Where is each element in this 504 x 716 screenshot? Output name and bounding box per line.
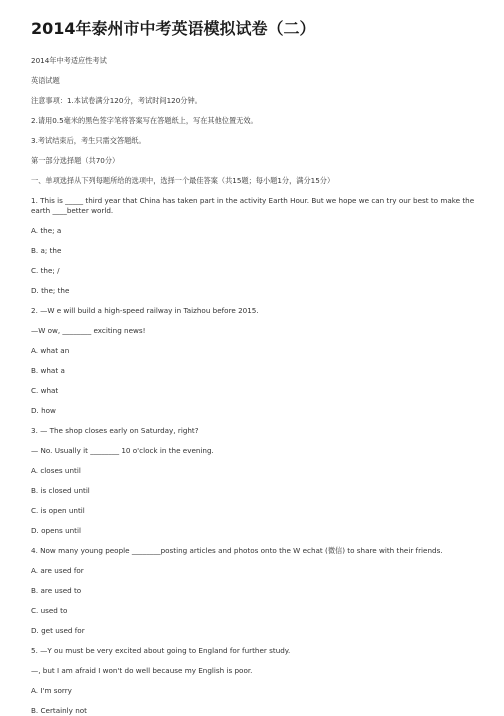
q2-option-d: D. how <box>31 406 56 415</box>
section-instructions: 一、单项选择从下列每题所给的选项中，选择一个最佳答案（共15题；每小题1分，满分15分） <box>31 176 335 185</box>
document-title: 2014年泰州市中考英语模拟试卷（二） <box>31 19 316 38</box>
q2-option-c: C. what <box>31 386 59 395</box>
part-one-heading: 第一部分选择题（共70分） <box>31 156 120 165</box>
q4-option-a: A. are used for <box>31 566 84 575</box>
q2-option-a: A. what an <box>31 346 70 355</box>
q4-option-c: C. used to <box>31 606 68 615</box>
question-2-reply: —W ow, ________ exciting news! <box>31 326 146 335</box>
q3-option-a: A. closes until <box>31 466 81 475</box>
q4-option-d: D. get used for <box>31 626 85 635</box>
question-1: 1. This is _____ third year that China has taken part in the activity Earth Hour. But we hope we can try our best to make the earth ____better world. <box>31 196 475 215</box>
subject-title: 英语试题 <box>31 76 60 85</box>
q5-option-a: A. I'm sorry <box>31 686 72 695</box>
notice-1: 注意事项：1.本试卷满分120分，考试时间120分钟。 <box>31 96 202 105</box>
question-3-reply: — No. Usually it ________ 10 o'clock in the evening. <box>31 446 214 455</box>
question-5: 5. —Y ou must be very excited about going to England for further study. <box>31 646 291 655</box>
q1-option-d: D. the; the <box>31 286 70 295</box>
q3-option-b: B. is closed until <box>31 486 90 495</box>
notice-2: 2.请用0.5毫米的黑色签字笔将答案写在答题纸上，写在其他位置无效。 <box>31 116 258 125</box>
q5-option-b: B. Certainly not <box>31 706 87 715</box>
question-5-reply: —, but I am afraid I won't do well because my English is poor. <box>31 666 253 675</box>
notice-3: 3.考试结束后，考生只需交答题纸。 <box>31 136 146 145</box>
q3-option-c: C. is open until <box>31 506 85 515</box>
q4-option-b: B. are used to <box>31 586 82 595</box>
q1-option-b: B. a; the <box>31 246 62 255</box>
question-3: 3. — The shop closes early on Saturday, right? <box>31 426 199 435</box>
question-4: 4. Now many young people ________posting articles and photos onto the W echat (微信) to share with their friends. <box>31 546 443 555</box>
q1-option-a: A. the; a <box>31 226 62 235</box>
q1-option-c: C. the; / <box>31 266 60 275</box>
question-2: 2. —W e will build a high-speed railway in Taizhou before 2015. <box>31 306 259 315</box>
exam-subtitle: 2014年中考适应性考试 <box>31 56 107 65</box>
q3-option-d: D. opens until <box>31 526 81 535</box>
q2-option-b: B. what a <box>31 366 65 375</box>
